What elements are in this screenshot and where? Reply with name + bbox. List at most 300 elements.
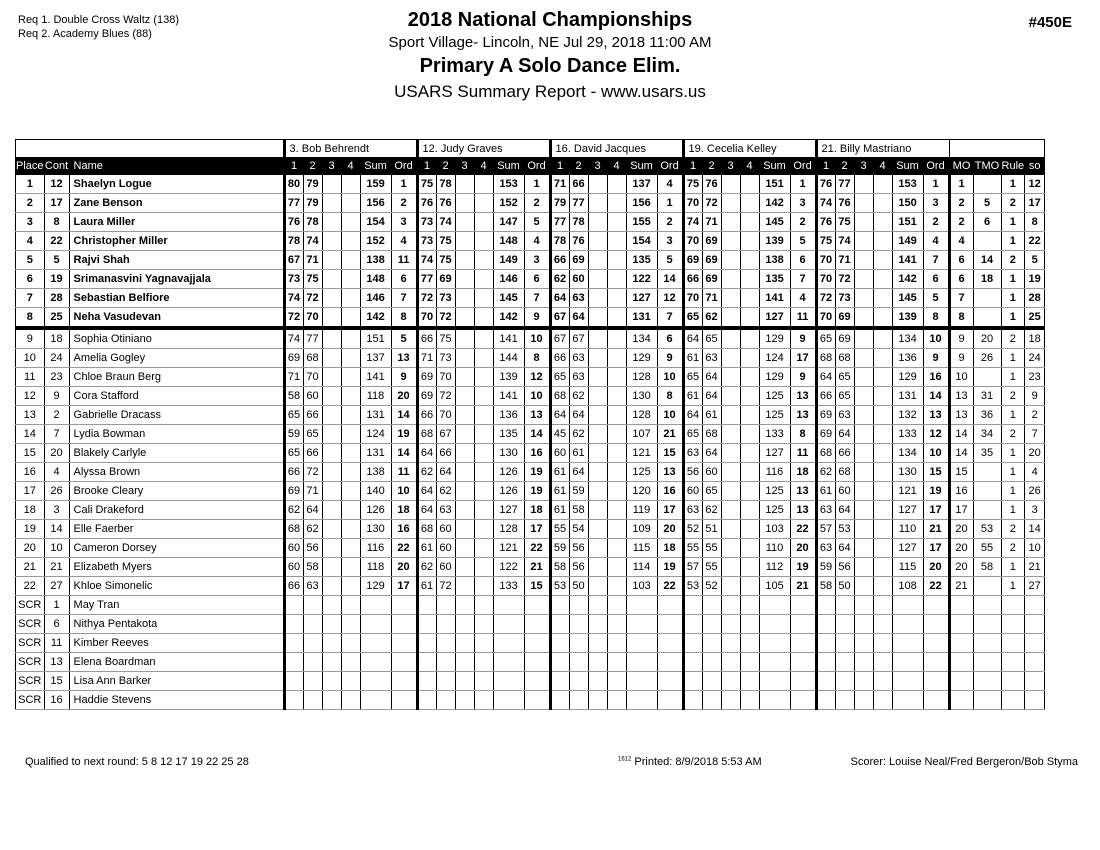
score-cell (854, 328, 873, 349)
place-cell: 22 (16, 577, 45, 596)
ord-cell: 17 (391, 577, 417, 596)
score-cell (455, 270, 474, 289)
name-cell: Rajvi Shah (69, 251, 284, 270)
sum-cell: 136 (892, 349, 923, 368)
score-cell (816, 672, 835, 691)
rule-cell: 1 (1001, 289, 1025, 308)
col-header-3: 3 (721, 158, 740, 175)
score-cell (322, 308, 341, 329)
score-cell (588, 520, 607, 539)
sum-cell: 145 (892, 289, 923, 308)
cont-cell: 17 (44, 194, 69, 213)
ord-cell (524, 691, 550, 710)
ord-cell: 16 (657, 482, 683, 501)
sum-cell (759, 615, 790, 634)
cont-cell: 15 (44, 672, 69, 691)
score-cell (474, 328, 493, 349)
score-cell (455, 653, 474, 672)
score-cell: 64 (569, 308, 588, 329)
score-cell (873, 558, 892, 577)
cont-cell: 10 (44, 539, 69, 558)
score-cell (322, 615, 341, 634)
place-cell: 7 (16, 289, 45, 308)
ord-cell: 7 (391, 289, 417, 308)
tmo-cell (973, 308, 1001, 329)
score-cell (455, 213, 474, 232)
score-cell (341, 482, 360, 501)
score-cell (740, 232, 759, 251)
so-cell: 26 (1025, 482, 1045, 501)
score-cell: 56 (303, 539, 322, 558)
sum-cell: 148 (493, 232, 524, 251)
ord-cell: 7 (923, 251, 949, 270)
tmo-cell (973, 482, 1001, 501)
col-header-name: Name (69, 158, 284, 175)
col-header-sum: Sum (626, 158, 657, 175)
score-cell (322, 482, 341, 501)
score-cell (341, 425, 360, 444)
col-header-ord: Ord (923, 158, 949, 175)
so-cell: 23 (1025, 368, 1045, 387)
sum-cell: 129 (892, 368, 923, 387)
score-cell: 69 (284, 482, 303, 501)
so-cell: 5 (1025, 251, 1045, 270)
col-header-tmo: TMO (973, 158, 1001, 175)
score-cell (455, 539, 474, 558)
score-cell (854, 194, 873, 213)
score-cell: 79 (550, 194, 569, 213)
score-cell: 65 (816, 328, 835, 349)
event-number: #450E (1028, 14, 1072, 31)
ord-cell (790, 653, 816, 672)
score-cell (322, 444, 341, 463)
ord-cell: 15 (923, 463, 949, 482)
score-cell (322, 406, 341, 425)
ord-cell (657, 672, 683, 691)
score-cell (854, 691, 873, 710)
score-cell: 62 (303, 520, 322, 539)
score-cell (455, 577, 474, 596)
score-cell: 67 (550, 308, 569, 329)
ord-cell: 10 (524, 328, 550, 349)
score-cell (455, 634, 474, 653)
col-header-3: 3 (588, 158, 607, 175)
tmo-cell: 18 (973, 270, 1001, 289)
sum-cell (493, 615, 524, 634)
sum-cell: 110 (759, 539, 790, 558)
score-cell (474, 634, 493, 653)
score-cell (322, 425, 341, 444)
score-cell: 55 (550, 520, 569, 539)
score-cell (607, 387, 626, 406)
score-cell: 71 (417, 349, 436, 368)
score-cell (607, 194, 626, 213)
ord-cell: 5 (790, 232, 816, 251)
judge-name-row (16, 140, 1045, 158)
score-cell: 72 (284, 308, 303, 329)
score-cell (588, 232, 607, 251)
score-cell (322, 175, 341, 194)
col-header-1: 1 (683, 158, 702, 175)
col-header-ord: Ord (790, 158, 816, 175)
ord-cell (524, 653, 550, 672)
col-header-1: 1 (816, 158, 835, 175)
score-cell: 56 (569, 539, 588, 558)
ord-cell: 8 (524, 349, 550, 368)
score-cell (303, 596, 322, 615)
so-cell: 7 (1025, 425, 1045, 444)
rule-cell (1001, 615, 1025, 634)
score-cell: 67 (550, 328, 569, 349)
name-cell: Sophia Otiniano (69, 328, 284, 349)
ord-cell: 17 (923, 501, 949, 520)
score-cell (341, 634, 360, 653)
ord-cell: 2 (657, 213, 683, 232)
results-table (15, 139, 1045, 710)
ord-cell: 12 (923, 425, 949, 444)
sum-cell: 126 (360, 501, 391, 520)
tmo-cell: 36 (973, 406, 1001, 425)
sum-cell: 141 (493, 328, 524, 349)
place-cell: 2 (16, 194, 45, 213)
sum-cell: 133 (759, 425, 790, 444)
score-cell: 55 (683, 539, 702, 558)
result-row (16, 308, 1045, 329)
cont-cell: 4 (44, 463, 69, 482)
place-cell: 18 (16, 501, 45, 520)
score-cell (436, 615, 455, 634)
score-cell (854, 444, 873, 463)
score-cell (455, 406, 474, 425)
sum-cell (892, 596, 923, 615)
rule-cell: 1 (1001, 463, 1025, 482)
score-cell: 57 (683, 558, 702, 577)
rule-cell (1001, 672, 1025, 691)
score-cell (854, 539, 873, 558)
result-row (16, 577, 1045, 596)
place-cell: SCR (16, 653, 45, 672)
score-cell (588, 577, 607, 596)
ord-cell: 21 (923, 520, 949, 539)
score-cell (721, 634, 740, 653)
score-cell (588, 175, 607, 194)
score-cell: 63 (702, 349, 721, 368)
score-cell (740, 501, 759, 520)
sum-cell: 116 (360, 539, 391, 558)
col-header-rule: Rule (1001, 158, 1025, 175)
ord-cell (923, 596, 949, 615)
so-cell: 22 (1025, 232, 1045, 251)
ord-cell: 13 (524, 406, 550, 425)
ord-cell (923, 615, 949, 634)
score-cell: 75 (303, 270, 322, 289)
place-cell: SCR (16, 615, 45, 634)
score-cell: 70 (303, 368, 322, 387)
name-cell: Amelia Gogley (69, 349, 284, 368)
score-cell (588, 289, 607, 308)
col-header-2: 2 (702, 158, 721, 175)
score-cell (588, 308, 607, 329)
sum-cell: 125 (759, 482, 790, 501)
ord-cell: 5 (923, 289, 949, 308)
score-cell (607, 444, 626, 463)
mo-cell: 6 (949, 270, 973, 289)
score-cell (835, 634, 854, 653)
score-cell: 59 (550, 539, 569, 558)
score-cell (816, 653, 835, 672)
score-cell: 75 (436, 232, 455, 251)
sum-cell: 124 (759, 349, 790, 368)
score-cell (284, 615, 303, 634)
ord-cell (391, 596, 417, 615)
score-cell (873, 213, 892, 232)
score-cell: 66 (550, 251, 569, 270)
sum-cell: 152 (493, 194, 524, 213)
score-cell (550, 653, 569, 672)
sum-cell: 132 (892, 406, 923, 425)
sum-cell: 129 (759, 328, 790, 349)
ord-cell: 19 (391, 425, 417, 444)
sum-cell: 151 (759, 175, 790, 194)
score-cell: 70 (816, 251, 835, 270)
score-cell (322, 194, 341, 213)
judge-name-header: 21. Billy Mastriano (816, 140, 949, 158)
sum-cell: 125 (759, 406, 790, 425)
sum-cell (892, 634, 923, 653)
result-row (16, 232, 1045, 251)
score-cell: 79 (303, 175, 322, 194)
score-cell: 69 (284, 349, 303, 368)
tmo-cell (973, 653, 1001, 672)
score-cell: 65 (683, 308, 702, 329)
tmo-cell: 20 (973, 328, 1001, 349)
tmo-cell (973, 615, 1001, 634)
sum-cell: 131 (626, 308, 657, 329)
score-cell (607, 577, 626, 596)
sum-cell: 125 (759, 501, 790, 520)
score-cell (721, 289, 740, 308)
score-cell: 69 (569, 251, 588, 270)
col-header-1: 1 (550, 158, 569, 175)
score-cell: 62 (284, 501, 303, 520)
sum-cell (360, 672, 391, 691)
sum-cell: 129 (626, 349, 657, 368)
rule-cell: 1 (1001, 308, 1025, 329)
cont-cell: 12 (44, 175, 69, 194)
score-cell: 52 (702, 577, 721, 596)
score-cell (854, 482, 873, 501)
score-cell: 63 (683, 501, 702, 520)
score-cell: 62 (569, 425, 588, 444)
place-cell: 9 (16, 328, 45, 349)
score-cell: 74 (284, 328, 303, 349)
score-cell (740, 444, 759, 463)
score-cell (740, 406, 759, 425)
sum-cell (626, 691, 657, 710)
ord-cell: 3 (657, 232, 683, 251)
score-cell: 69 (702, 232, 721, 251)
score-cell (740, 482, 759, 501)
score-cell: 59 (569, 482, 588, 501)
score-cell (322, 558, 341, 577)
score-cell (721, 596, 740, 615)
ord-cell: 19 (524, 463, 550, 482)
sum-cell: 156 (626, 194, 657, 213)
place-cell: 15 (16, 444, 45, 463)
ord-cell: 22 (790, 520, 816, 539)
tmo-cell (973, 175, 1001, 194)
ord-cell: 11 (391, 463, 417, 482)
col-header-ord: Ord (524, 158, 550, 175)
so-cell: 27 (1025, 577, 1045, 596)
rule-cell: 2 (1001, 328, 1025, 349)
sum-cell: 131 (360, 406, 391, 425)
mo-cell: 1 (949, 175, 973, 194)
name-cell: Blakely Carlyle (69, 444, 284, 463)
score-cell (455, 615, 474, 634)
tmo-cell (973, 577, 1001, 596)
score-cell (873, 251, 892, 270)
score-cell: 72 (303, 463, 322, 482)
col-header-1: 1 (417, 158, 436, 175)
scratched-row (16, 634, 1045, 653)
printed-code: 1612 (618, 756, 632, 763)
score-cell (474, 596, 493, 615)
rule-cell: 2 (1001, 520, 1025, 539)
ord-cell: 2 (790, 213, 816, 232)
score-cell: 76 (816, 175, 835, 194)
score-cell (854, 387, 873, 406)
score-cell (607, 406, 626, 425)
score-cell (702, 691, 721, 710)
mo-cell: 10 (949, 368, 973, 387)
score-cell: 69 (702, 270, 721, 289)
score-cell: 66 (303, 406, 322, 425)
ord-cell: 7 (790, 270, 816, 289)
cont-cell: 14 (44, 520, 69, 539)
score-cell (303, 691, 322, 710)
score-cell (417, 672, 436, 691)
score-cell (436, 672, 455, 691)
score-cell (341, 194, 360, 213)
mo-cell (949, 634, 973, 653)
sum-cell (759, 691, 790, 710)
score-cell: 53 (683, 577, 702, 596)
name-cell: Brooke Cleary (69, 482, 284, 501)
score-cell (474, 289, 493, 308)
score-cell (284, 653, 303, 672)
ord-cell: 22 (923, 577, 949, 596)
score-cell (474, 653, 493, 672)
col-header-sum: Sum (759, 158, 790, 175)
score-cell: 55 (702, 539, 721, 558)
sum-cell: 109 (626, 520, 657, 539)
score-cell (740, 387, 759, 406)
score-cell (474, 482, 493, 501)
ord-cell: 3 (923, 194, 949, 213)
score-cell: 66 (835, 444, 854, 463)
score-cell (740, 194, 759, 213)
score-cell (455, 596, 474, 615)
score-cell (341, 232, 360, 251)
col-header-ord: Ord (657, 158, 683, 175)
sum-cell: 125 (626, 463, 657, 482)
mo-cell: 21 (949, 577, 973, 596)
sum-cell: 127 (759, 444, 790, 463)
sum-cell: 121 (626, 444, 657, 463)
ord-cell (657, 596, 683, 615)
score-cell (455, 232, 474, 251)
score-cell (740, 691, 759, 710)
score-cell (341, 406, 360, 425)
score-cell (341, 387, 360, 406)
col-header-4: 4 (474, 158, 493, 175)
ord-cell: 21 (657, 425, 683, 444)
result-row (16, 194, 1045, 213)
score-cell (740, 289, 759, 308)
req2-line: Req 2. Academy Blues (88) (18, 28, 152, 40)
ord-cell: 13 (790, 501, 816, 520)
col-header-1: 1 (284, 158, 303, 175)
sum-cell (759, 653, 790, 672)
score-cell (455, 425, 474, 444)
ord-cell: 9 (391, 368, 417, 387)
rule-cell (1001, 634, 1025, 653)
scratched-row (16, 672, 1045, 691)
req1-line: Req 1. Double Cross Waltz (138) (18, 14, 179, 26)
cont-cell: 16 (44, 691, 69, 710)
col-header-4: 4 (341, 158, 360, 175)
score-cell (816, 691, 835, 710)
score-cell: 60 (284, 558, 303, 577)
score-cell: 66 (683, 270, 702, 289)
cont-cell: 18 (44, 328, 69, 349)
score-cell: 73 (417, 232, 436, 251)
score-cell: 74 (417, 251, 436, 270)
score-cell (607, 596, 626, 615)
score-cell (550, 634, 569, 653)
score-cell (873, 463, 892, 482)
score-cell (721, 539, 740, 558)
ord-cell: 18 (657, 539, 683, 558)
ord-cell (391, 653, 417, 672)
sum-cell (493, 672, 524, 691)
mo-cell: 20 (949, 520, 973, 539)
sum-cell: 126 (493, 482, 524, 501)
score-cell (607, 539, 626, 558)
ord-cell: 1 (657, 194, 683, 213)
sum-cell (360, 653, 391, 672)
so-cell: 14 (1025, 520, 1045, 539)
score-cell: 61 (683, 349, 702, 368)
score-cell (835, 653, 854, 672)
score-cell (607, 615, 626, 634)
ord-cell: 8 (391, 308, 417, 329)
score-cell (474, 270, 493, 289)
score-cell: 78 (303, 213, 322, 232)
cont-cell: 28 (44, 289, 69, 308)
score-cell: 76 (436, 194, 455, 213)
ord-cell: 10 (657, 368, 683, 387)
score-cell (607, 213, 626, 232)
score-cell (873, 596, 892, 615)
score-cell: 75 (417, 175, 436, 194)
score-cell: 55 (702, 558, 721, 577)
ord-cell: 13 (790, 482, 816, 501)
score-cell (588, 444, 607, 463)
venue-line: Sport Village- Lincoln, NE Jul 29, 2018 11:00 AM (388, 34, 712, 51)
name-cell: Zane Benson (69, 194, 284, 213)
